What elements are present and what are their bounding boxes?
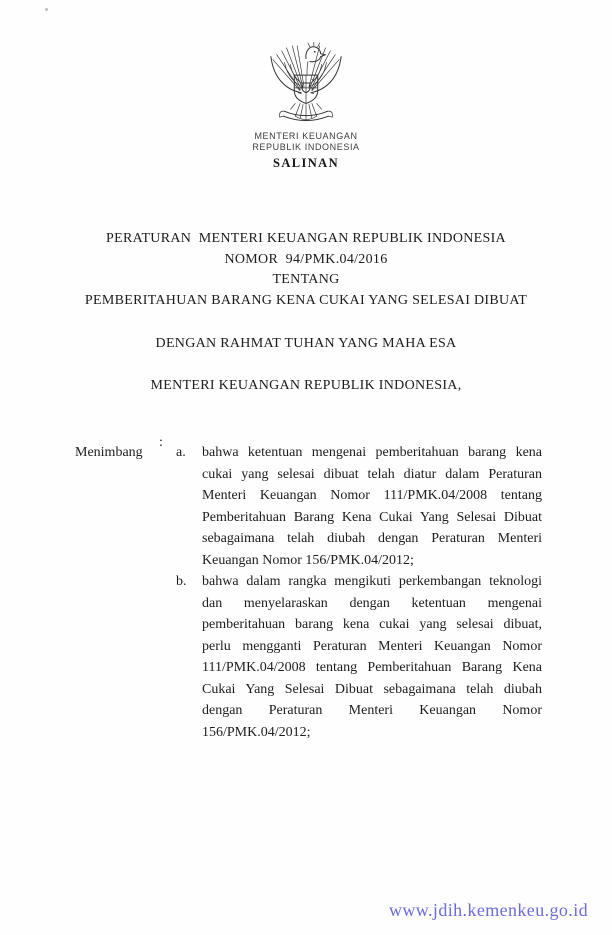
text-line: Menteri Keuangan Nomor 111/PMK.04/2008 tentang	[202, 488, 542, 503]
authority-line: MENTERI KEUANGAN REPUBLIK INDONESIA,	[150, 378, 462, 393]
regulation-title-line1: PERATURAN MENTERI KEUANGAN REPUBLIK INDONESIA	[106, 231, 506, 246]
text-line: Pemberitahuan Barang Kena Cukai Yang Selesai Dibuat	[202, 509, 542, 525]
regulation-subject-line: PEMBERITAHUAN BARANG KENA CUKAI YANG SELESAI DIBUAT	[84, 293, 528, 308]
garuda-pancasila-emblem	[264, 42, 348, 122]
text-line: Keuangan Nomor 156/PMK.04/2012;	[202, 552, 414, 568]
text-line: 111/PMK.04/2008 tentang Pemberitahuan Barang Kena	[202, 660, 542, 675]
tentang-line: TENTANG	[272, 272, 340, 287]
text-line: pemberitahuan barang kena cukai yang selesai dibuat,	[202, 617, 542, 632]
text-line: bahwa dalam rangka mengikuti perkembangan teknologi	[202, 574, 542, 589]
invocation-line: DENGAN RAHMAT TUHAN YANG MAHA ESA	[155, 336, 457, 351]
consideration-item-a-marker: a.	[176, 445, 186, 460]
menimbang-colon: :	[159, 435, 163, 450]
consideration-item-b-text	[202, 571, 542, 743]
menimbang-label: Menimbang	[75, 445, 143, 460]
text-line: bahwa ketentuan mengenai pemberitahuan barang kena	[202, 445, 542, 460]
consideration-item-b-marker: b.	[176, 574, 187, 589]
text-line: 156/PMK.04/2012;	[202, 724, 311, 740]
text-line: dan menyelaraskan dengan ketentuan mengenai	[202, 595, 542, 611]
text-line: cukai yang selesai dibuat telah diatur dalam Peraturan	[202, 466, 542, 482]
text-line: perlu mengganti Peraturan Menteri Keuangan Nomor	[202, 638, 542, 654]
consideration-item-a-text	[202, 442, 542, 571]
jdih-website-watermark: www.jdih.kemenkeu.go.id	[389, 900, 588, 920]
text-line: sebagaimana telah diubah dengan Peraturan Menteri	[202, 531, 542, 546]
regulation-number-line: NOMOR 94/PMK.04/2016	[224, 252, 388, 267]
copy-label: SALINAN	[272, 156, 340, 170]
ministry-name-line1: MENTERI KEUANGAN	[254, 131, 358, 141]
scan-artifact-dot	[45, 8, 48, 11]
ministry-name-line2: REPUBLIK INDONESIA	[252, 142, 360, 152]
text-line: Cukai Yang Selesai Dibuat sebagaimana telah diubah	[202, 681, 542, 697]
text-line: dengan Peraturan Menteri Keuangan Nomor	[202, 703, 542, 718]
